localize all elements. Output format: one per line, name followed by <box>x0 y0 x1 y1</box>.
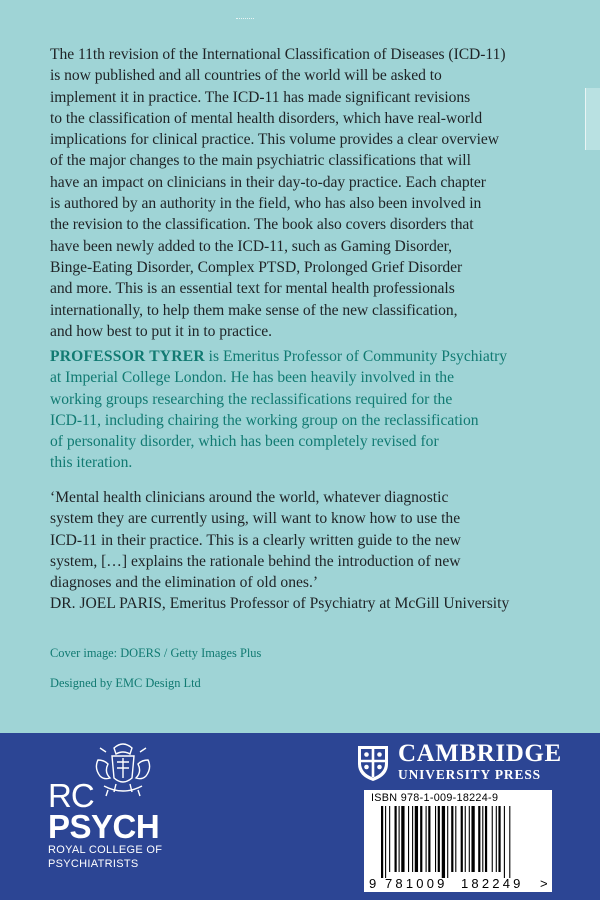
rcpsych-logo-sub2: PSYCHIATRISTS <box>48 858 139 870</box>
footer-band <box>0 733 600 900</box>
bio-line: working groups researching the reclassifications required for the <box>50 390 453 408</box>
isbn-number: ISBN 978-1-009-18224-9 <box>371 792 499 804</box>
barcode-bar <box>401 806 404 872</box>
barcode-bar <box>442 806 445 878</box>
barcode-bar <box>465 806 466 872</box>
barcode-bar <box>485 806 487 872</box>
quote-line: diagnoses and the elimination of old ones.’ <box>50 574 319 592</box>
bio-line: of personality disorder, which has been completely revised for <box>50 433 439 451</box>
author-name: PROFESSOR TYRER <box>50 348 205 365</box>
barcode-bar <box>438 806 440 872</box>
barcode-bar <box>461 806 463 872</box>
description-line: to the classification of mental health disorders, which have real-world <box>50 109 483 127</box>
barcode-bar <box>504 806 505 878</box>
barcode-bar <box>498 806 500 872</box>
isbn-barcode-box <box>364 790 552 892</box>
barcode-bar <box>385 806 386 878</box>
description-line: The 11th revision of the International Classification of Diseases (ICD-11) <box>50 46 506 63</box>
barcode-bar <box>435 806 436 872</box>
description-line: have been newly added to the ICD-11, such as Gaming Disorder, <box>50 237 452 255</box>
quote-line: system they are currently using, will want to know how to use the <box>50 510 461 528</box>
barcode-digit-tail: > <box>540 876 548 890</box>
barcode-bar <box>399 806 400 872</box>
barcode-bar <box>415 806 418 872</box>
description-line: is now published and all countries of the world will be asked to <box>50 67 442 85</box>
barcode-bar <box>420 806 422 872</box>
cambridge-logo <box>398 741 562 784</box>
description-line: Binge-Eating Disorder, Complex PTSD, Prolonged Grief Disorder <box>50 258 463 276</box>
description-line: the revision to the classification. The book also covers disorders that <box>50 216 474 234</box>
barcode-digits-right: 182249 <box>461 876 524 890</box>
barcode-bar <box>447 806 448 878</box>
description-line: of the major changes to the main psychiatric classifications that will <box>50 152 471 170</box>
barcode-bar <box>381 806 383 878</box>
barcode-bar <box>469 806 470 872</box>
cambridge-logo-sub: UNIVERSITY PRESS <box>398 767 542 782</box>
cover-image-credit: Cover image: DOERS / Getty Images Plus <box>50 646 262 660</box>
top-crop-mark <box>236 18 254 21</box>
bio-line: ICD-11, including chairing the working group on the reclassification <box>50 411 479 429</box>
barcode <box>369 806 549 890</box>
description-line: internationally, to help them make sense of the new classification, <box>50 301 458 319</box>
barcode-bar <box>482 806 483 872</box>
author-bio <box>50 346 550 474</box>
barcode-digits-left: 781009 <box>385 876 448 890</box>
bio-line: is Emeritus Professor of Community Psychiatry <box>204 348 508 365</box>
barcode-bar <box>451 806 453 872</box>
barcode-bar <box>395 806 397 872</box>
barcode-bar <box>389 806 390 872</box>
barcode-bar <box>471 806 474 872</box>
cambridge-logo-name: CAMBRIDGE <box>398 740 562 767</box>
description-line: have an impact on clinicians in their day-to-day practice. Each chapter <box>50 173 486 191</box>
bio-line: this iteration. <box>50 454 133 472</box>
cambridge-shield-icon <box>356 744 390 782</box>
barcode-bar <box>478 806 480 872</box>
rcpsych-logo <box>48 777 163 871</box>
barcode-bar <box>455 806 456 872</box>
book-description <box>50 44 550 342</box>
rcpsych-logo-sub1: ROYAL COLLEGE OF <box>48 844 163 856</box>
barcode-bar <box>408 806 409 872</box>
barcode-bar <box>509 806 510 878</box>
barcode-bar <box>496 806 497 872</box>
endorsement-quote <box>50 487 550 615</box>
quote-line: ‘Mental health clinicians around the world, whatever diagnostic <box>50 489 449 506</box>
barcode-bar <box>428 806 430 872</box>
rcpsych-logo-psych: PSYCH <box>48 808 160 845</box>
description-line: implications for clinical practice. This volume provides a clear overview <box>50 131 499 149</box>
bio-line: at Imperial College London. He has been heavily involved in the <box>50 369 455 387</box>
barcode-bar <box>412 806 413 872</box>
description-line: and more. This is an essential text for mental health professionals <box>50 280 455 298</box>
quote-attribution: DR. JOEL PARIS, Emeritus Professor of Psychiatry at McGill University <box>50 595 510 613</box>
rcpsych-logo-rc: RC <box>48 777 94 814</box>
description-line: implement it in practice. The ICD-11 has made significant revisions <box>50 88 471 106</box>
edge-tab-mark <box>585 88 600 150</box>
description-line: is authored by an authority in the field, who has also been involved in <box>50 195 482 213</box>
barcode-bar <box>426 806 427 872</box>
description-line: and how best to put it in to practice. <box>50 322 272 340</box>
quote-line: ICD-11 in their practice. This is a clearly written guide to the new <box>50 531 461 549</box>
barcode-bar <box>492 806 493 872</box>
bio-first-line <box>50 346 550 367</box>
barcode-digit-lead: 9 <box>369 876 377 890</box>
quote-line: system, […] explains the rationale behind the introduction of new <box>50 552 461 570</box>
design-credit: Designed by EMC Design Ltd <box>50 676 201 690</box>
